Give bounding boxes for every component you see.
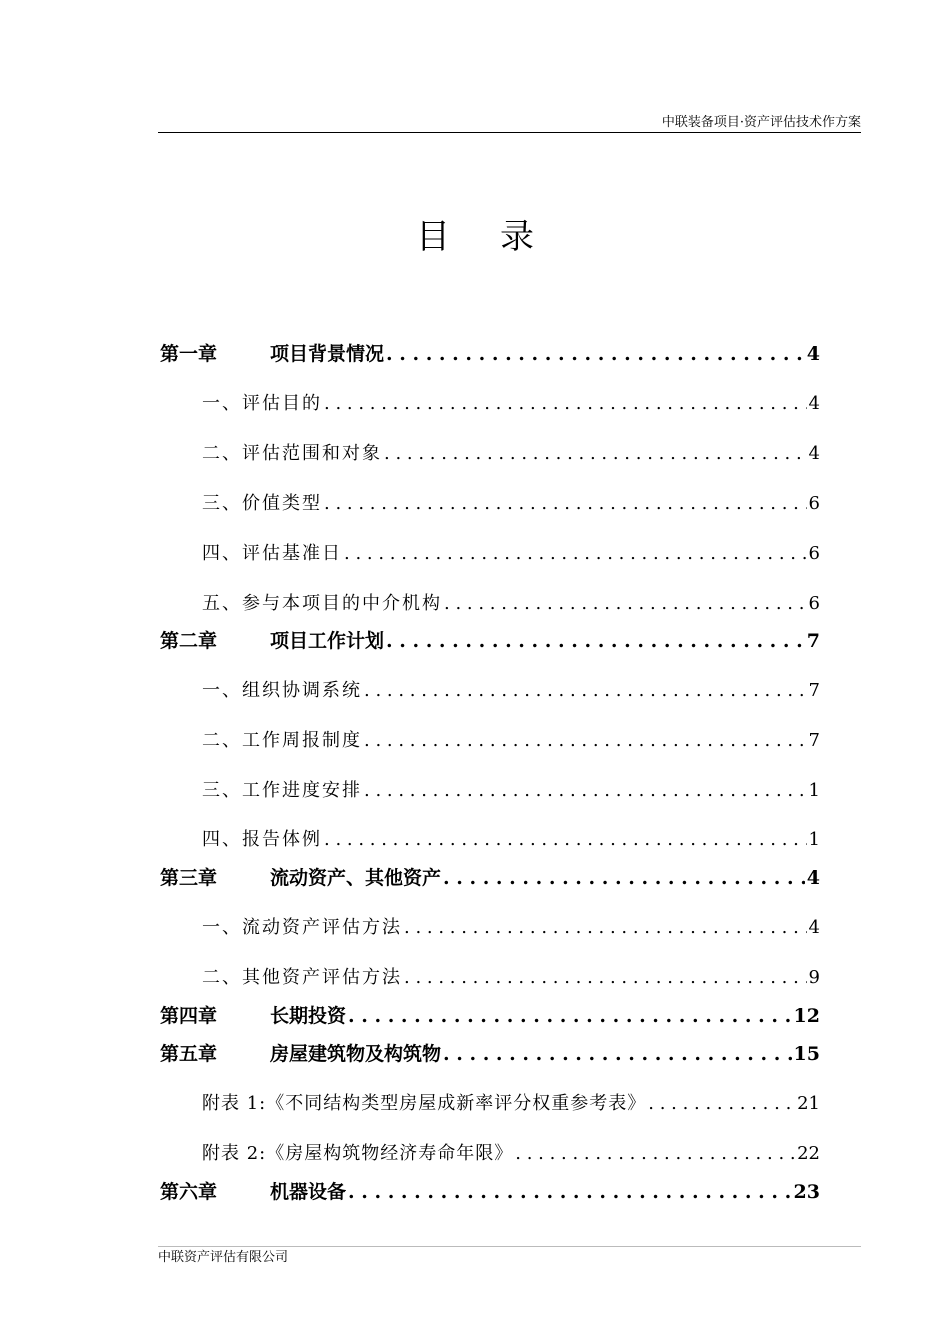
toc-section[interactable] (160, 914, 820, 942)
dot-leader (324, 390, 807, 418)
entry-title: 流动资产、其他资产 (270, 867, 442, 889)
dot-leader (404, 914, 807, 942)
page-number: 7 (808, 680, 820, 701)
toc-appendix[interactable] (160, 1090, 820, 1118)
footer-rule (158, 1246, 861, 1247)
entry-title: 四、报告体例 (202, 829, 322, 850)
page-number: 4 (808, 917, 820, 938)
page-number: 6 (808, 493, 820, 514)
page-number: 6 (808, 543, 820, 564)
page-number: 22 (797, 1143, 820, 1164)
chapter-number: 第五章 (160, 1043, 218, 1065)
entry-title: 四、评估基准日 (202, 543, 342, 564)
toc-section[interactable] (160, 677, 820, 705)
dot-leader (364, 777, 807, 805)
toc-section[interactable] (160, 727, 820, 755)
page-number: 7 (808, 730, 820, 751)
entry-title: 项目工作计划 (270, 630, 385, 652)
entry-title: 三、价值类型 (202, 493, 322, 514)
chapter-number: 第一章 (160, 343, 218, 365)
page-number: 6 (808, 593, 820, 614)
entry-title: 附表 1:《不同结构类型房屋成新率评分权重参考表》 (202, 1093, 647, 1114)
toc-chapter[interactable] (160, 627, 820, 655)
entry-title: 长期投资 (270, 1005, 347, 1027)
dot-leader (404, 964, 807, 992)
dot-leader (364, 677, 807, 705)
toc-appendix[interactable] (160, 1140, 820, 1168)
entry-title: 二、工作周报制度 (202, 730, 362, 751)
dot-leader (443, 1040, 792, 1068)
toc-section[interactable] (160, 490, 820, 518)
dot-leader (344, 540, 807, 568)
dot-leader (444, 590, 807, 618)
toc-section[interactable] (160, 826, 820, 854)
entry-title: 机器设备 (270, 1181, 347, 1203)
page-number: 1 (808, 829, 820, 850)
entry-title: 项目背景情况 (270, 343, 385, 365)
toc-title: 目录 (416, 217, 584, 257)
toc-chapter[interactable] (160, 1178, 820, 1206)
chapter-number: 第三章 (160, 867, 218, 889)
toc-chapter[interactable] (160, 1002, 820, 1030)
dot-leader (348, 1178, 792, 1206)
toc-section[interactable] (160, 440, 820, 468)
dot-leader (386, 627, 805, 655)
chapter-number: 第六章 (160, 1181, 218, 1203)
entry-title: 三、工作进度安排 (202, 780, 362, 801)
entry-title: 一、流动资产评估方法 (202, 917, 402, 938)
page-footer: 中联资产评估有限公司 (158, 1250, 289, 1265)
entry-title: 二、评估范围和对象 (202, 443, 382, 464)
entry-title: 一、评估目的 (202, 393, 322, 414)
dot-leader (324, 826, 807, 854)
entry-title: 一、组织协调系统 (202, 680, 362, 701)
header-rule (158, 132, 861, 133)
toc-chapter[interactable] (160, 340, 820, 368)
page-number: 1 (808, 780, 820, 801)
page-number: 23 (793, 1181, 820, 1203)
entry-title: 五、参与本项目的中介机构 (202, 593, 442, 614)
chapter-number: 第二章 (160, 630, 218, 652)
chapter-number: 第四章 (160, 1005, 218, 1027)
page-number: 4 (806, 343, 820, 365)
dot-leader (515, 1140, 795, 1168)
page-number: 7 (806, 630, 820, 652)
page-number: 4 (808, 443, 820, 464)
dot-leader (384, 440, 807, 468)
entry-title: 附表 2:《房屋构筑物经济寿命年限》 (202, 1143, 514, 1164)
dot-leader (364, 727, 807, 755)
entry-title: 房屋建筑物及构筑物 (270, 1043, 442, 1065)
page-number: 21 (797, 1093, 820, 1114)
entry-title: 二、其他资产评估方法 (202, 967, 402, 988)
toc-section[interactable] (160, 964, 820, 992)
toc-section[interactable] (160, 590, 820, 618)
dot-leader (443, 864, 805, 892)
toc-section[interactable] (160, 777, 820, 805)
toc-section[interactable] (160, 390, 820, 418)
toc-chapter[interactable] (160, 1040, 820, 1068)
dot-leader (348, 1002, 792, 1030)
toc-section[interactable] (160, 540, 820, 568)
page-number: 4 (808, 393, 820, 414)
dot-leader (648, 1090, 795, 1118)
page-number: 4 (806, 867, 820, 889)
page-number: 15 (793, 1043, 820, 1065)
page-number: 12 (793, 1005, 820, 1027)
dot-leader (386, 340, 805, 368)
dot-leader (324, 490, 807, 518)
toc-chapter[interactable] (160, 864, 820, 892)
page-header: 中联装备项目·资产评估技术作方案 (661, 115, 861, 130)
page-number: 9 (808, 967, 820, 988)
